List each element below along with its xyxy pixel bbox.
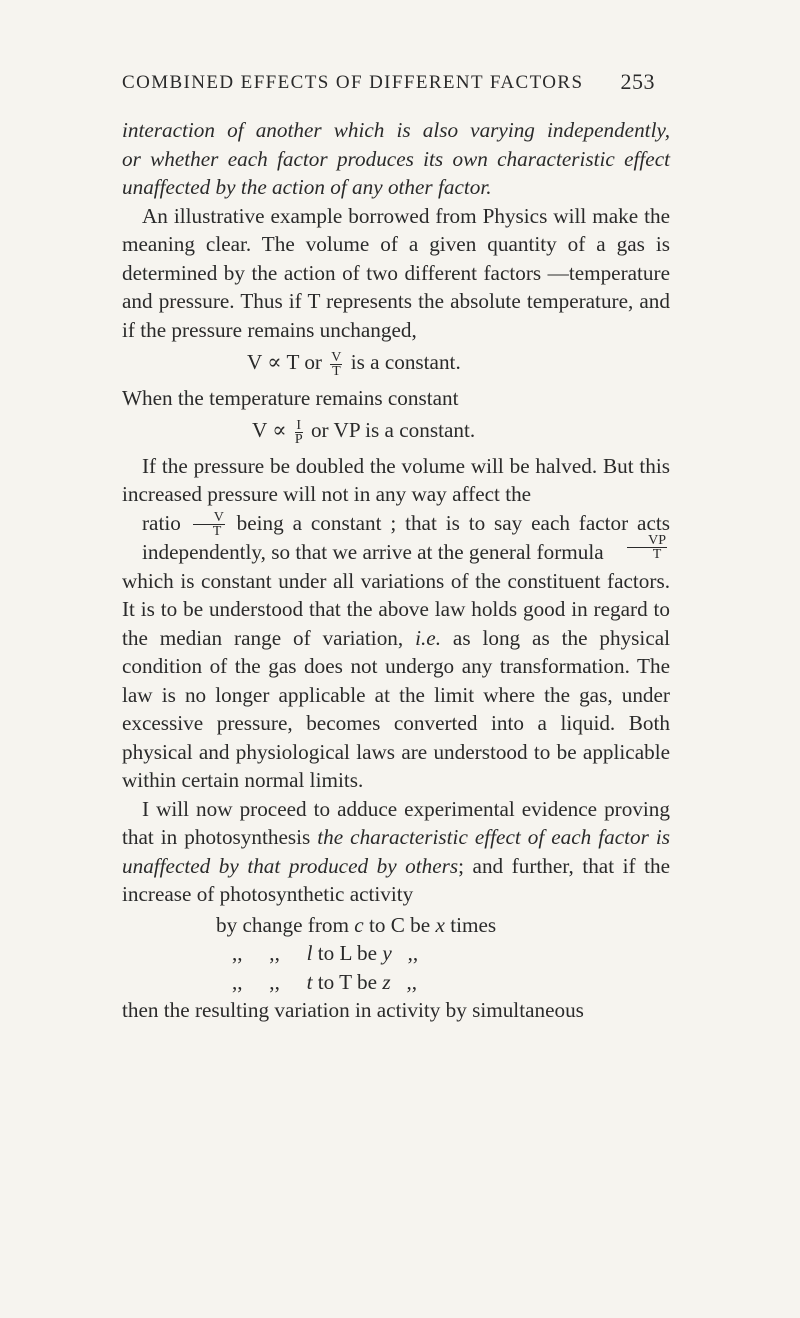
paragraph-temperature-constant: When the temperature remains constant	[122, 385, 459, 410]
fraction-numerator: V	[331, 349, 342, 365]
italic-line: interaction of another which is also varying independently,	[122, 118, 670, 142]
ditto-mark: ,,	[407, 941, 419, 966]
fraction-numerator: VP	[627, 534, 667, 548]
formula-left: V ∝	[252, 418, 287, 443]
formula-right: is a constant.	[350, 350, 461, 374]
text-run: I will now proceed to adduce experimental evidence proving that in photosynthesis	[122, 796, 670, 850]
italic-emphasis: the characteristic effect of each factor is unaffected by that produced by others	[122, 825, 671, 878]
list-text: times	[450, 912, 497, 937]
text-run: which is constant under all variations of the constituent factors. It is to be understood that the above law holds good in regard to the median range of variation,	[122, 568, 670, 650]
page-number: 253	[620, 69, 655, 94]
formula-right: or VP is a constant.	[310, 418, 476, 443]
text-run: independently, so that we arrive at the general formula	[142, 540, 604, 565]
ditto-mark: ,,	[406, 969, 418, 994]
fraction-numerator: I	[296, 417, 302, 433]
fraction-denominator: P	[294, 431, 303, 447]
fraction-denominator: T	[212, 524, 222, 540]
page-body	[122, 116, 670, 1025]
variable-t: t	[306, 969, 313, 994]
variable-l: l	[306, 941, 313, 966]
ratio-line	[122, 509, 670, 539]
paragraph-pressure-doubled	[122, 452, 670, 795]
paragraph-final-line: then the resulting variation in activity by simultaneous	[122, 998, 584, 1023]
variable-z: z	[382, 969, 391, 994]
fraction-vp-over-t	[627, 534, 667, 561]
general-formula-line	[122, 533, 670, 567]
paragraph-physics-example: An illustrative example borrowed from Physics will make the meaning clear. The volume of a given quantity of a gas is determined by the action of two different factors —temperature and pressure. Thus if T represents the absolute temperature, and if the pressure remains unchanged,	[122, 203, 670, 342]
list-item	[122, 911, 670, 940]
text-run: ; and further, that if the increase of photosynthetic activity	[122, 853, 670, 907]
fraction-numerator: V	[193, 511, 225, 525]
text-run: If the pressure be doubled the volume will be halved. But this increased pressure will not in any way affect the	[122, 453, 670, 507]
list-item	[122, 968, 670, 997]
ditto-mark: ,,	[269, 941, 280, 966]
variable-c: c	[354, 912, 364, 937]
running-title: COMBINED EFFECTS OF DIFFERENT FACTORS	[122, 72, 584, 93]
paragraph-continuation	[122, 116, 670, 202]
formula-v-inverse-p	[122, 416, 670, 446]
list-item	[122, 939, 670, 968]
text-run: as long as the physical condition of the gas does not undergo any transformation. The law is no longer applicable at the limit where the gas, under excessive pressure, becomes converted into a liquid. Both physical and physiological laws are understood to be applicable within certain normal limits.	[122, 625, 671, 793]
paragraph-experimental-evidence	[122, 795, 670, 909]
list-text: to C be	[368, 912, 431, 937]
italic-line: unaffected by the action of any other factor.	[122, 175, 492, 199]
fraction-one-over-p	[295, 419, 303, 446]
change-list	[122, 911, 670, 997]
fraction-v-over-t	[330, 351, 342, 378]
list-text: by change from	[216, 912, 349, 937]
italic-line: or whether each factor produces its own characteristic effect	[122, 146, 670, 171]
ditto-mark: ,,	[269, 969, 280, 994]
ditto-mark: ,,	[232, 941, 243, 966]
ditto-mark: ,,	[232, 969, 243, 994]
fraction-denominator: T	[332, 363, 341, 379]
list-text: to L be	[317, 941, 378, 966]
variable-y: y	[382, 941, 392, 966]
fraction-v-over-t	[193, 511, 225, 538]
variable-x: x	[435, 912, 445, 937]
text-run: ratio	[142, 510, 181, 535]
formula-left: V ∝ T or	[247, 350, 322, 374]
text-run: being a constant ; that is to say each factor acts	[236, 510, 670, 535]
fraction-denominator: T	[652, 547, 662, 563]
italic-abbrev: i.e.	[415, 625, 441, 650]
formula-v-proportional-t	[122, 348, 670, 378]
list-text: to T be	[317, 969, 378, 994]
